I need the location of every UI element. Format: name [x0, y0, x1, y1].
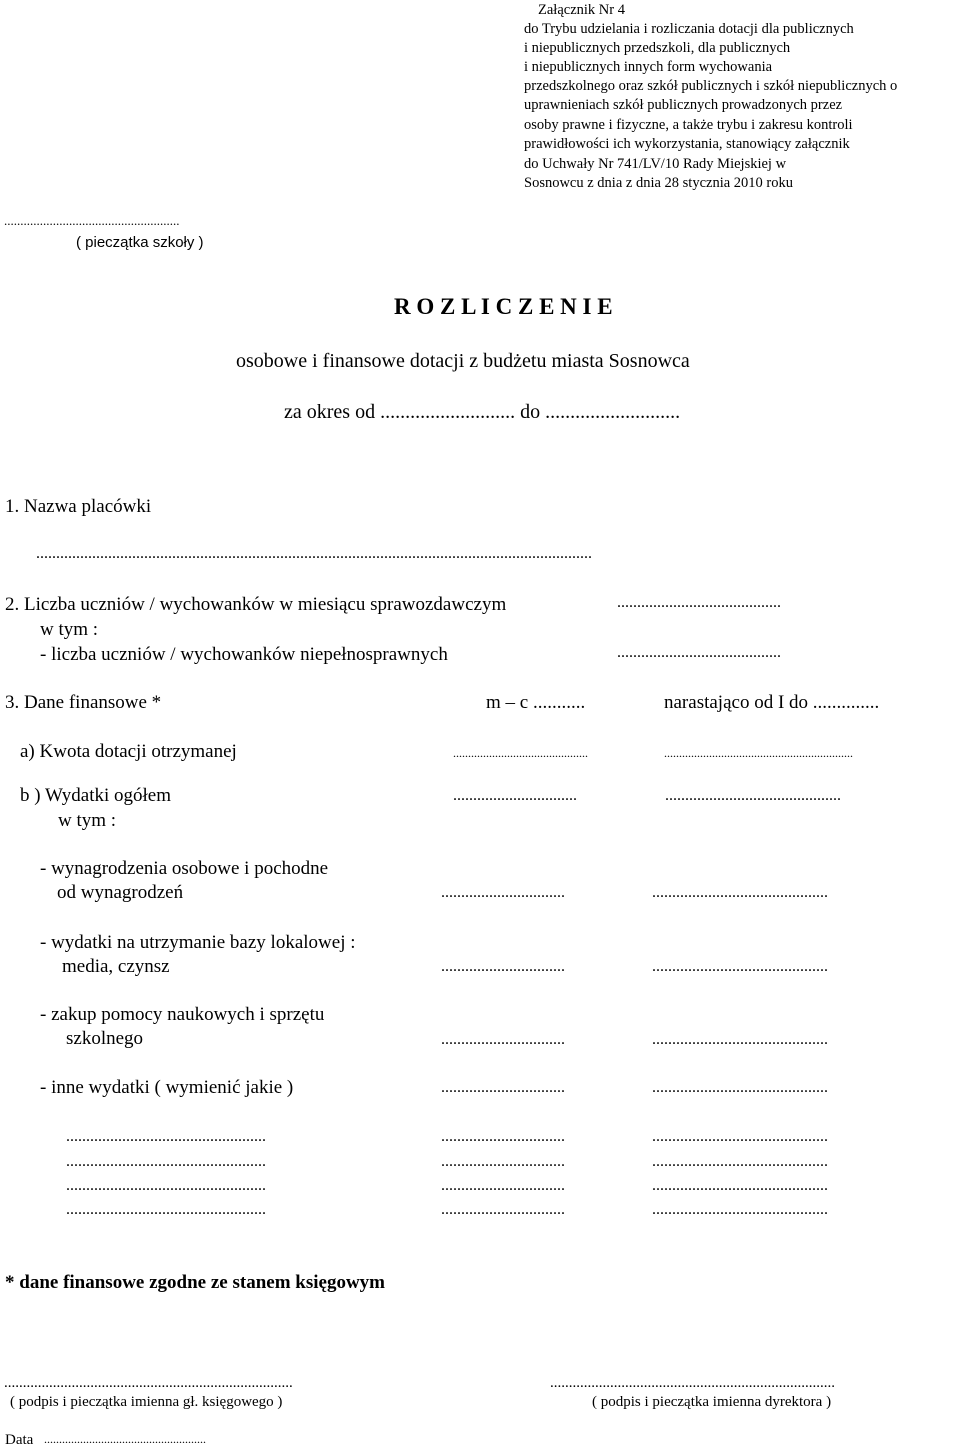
row-premises-label-2: media, czynsz — [62, 956, 170, 977]
row-premises-dots-cumulative: ............................................ — [652, 958, 828, 975]
column-cumulative: narastająco od I do .............. — [664, 692, 880, 713]
section2-sub-intro: w tym : — [40, 619, 99, 640]
row-wages-label-1: - wynagrodzenia osobowe i pochodne — [40, 858, 329, 879]
blank-row-col1: .................................................. — [66, 1201, 266, 1218]
row-other-dots-month: ............................... — [441, 1079, 565, 1096]
header-line: osoby prawne i fizyczne, a także trybu i zakresu kontroli — [524, 117, 853, 133]
column-month: m – c ........... — [486, 692, 586, 713]
row-a-dots-cumulative: ............................................................... — [664, 746, 853, 760]
row-wages-label-2: od wynagrodzeń — [57, 882, 184, 903]
blank-row-col2: ............................... — [441, 1177, 565, 1194]
blank-row-col1: .................................................. — [66, 1153, 266, 1170]
page-subtitle: osobowe i finansowe dotacji z budżetu miasta Sosnowca — [236, 350, 690, 372]
date-label: Data — [5, 1432, 34, 1448]
blank-row-col2: ............................... — [441, 1201, 565, 1218]
header-line: uprawnieniach szkół publicznych prowadzonych przez — [524, 97, 843, 113]
row-other-dots-cumulative: ............................................ — [652, 1079, 828, 1096]
row-b-label: b ) Wydatki ogółem — [20, 785, 172, 806]
header-line: do Uchwały Nr 741/LV/10 Rady Miejskiej w — [524, 156, 787, 172]
header-line: prawidłowości ich wykorzystania, stanowiący załącznik — [524, 136, 850, 152]
signature-director-dots: ............................................................................ — [550, 1375, 835, 1391]
row-teaching-aids-label-2: szkolnego — [66, 1028, 144, 1049]
signature-accountant-dots: ............................................................................. — [4, 1375, 293, 1391]
row-premises-dots-month: ............................... — [441, 958, 565, 975]
row-b-dots-month: ............................... — [453, 787, 577, 804]
blank-row-col3: ............................................ — [652, 1177, 828, 1194]
row-a-dots-month: ............................................. — [453, 746, 588, 760]
row-b-intro: w tym : — [58, 810, 117, 831]
blank-row-col3: ............................................ — [652, 1201, 828, 1218]
section2-dots: ......................................... — [617, 594, 781, 611]
stamp-dots: ...................................................... — [4, 213, 180, 228]
footnote: * dane finansowe zgodne ze stanem księgowym — [5, 1272, 385, 1293]
row-wages-dots-cumulative: ............................................ — [652, 884, 828, 901]
blank-row-col2: ............................... — [441, 1153, 565, 1170]
row-teaching-aids-dots-cumulative: ............................................ — [652, 1031, 828, 1048]
signature-accountant-label: ( podpis i pieczątka imienna gł. księgowego ) — [10, 1394, 283, 1410]
blank-row-col1: .................................................. — [66, 1177, 266, 1194]
row-b-dots-cumulative: ............................................ — [665, 787, 841, 804]
section3-label: 3. Dane finansowe * — [5, 692, 162, 713]
section2-label: 2. Liczba uczniów / wychowanków w miesiącu sprawozdawczym — [5, 594, 507, 615]
blank-row-col3: ............................................ — [652, 1153, 828, 1170]
header-line: i niepublicznych przedszkoli, dla publicznych — [524, 40, 791, 56]
header-line: Sosnowcu z dnia z dnia 28 stycznia 2010 roku — [524, 175, 794, 191]
header-line: Załącznik Nr 4 — [538, 2, 625, 18]
signature-director-label: ( podpis i pieczątka imienna dyrektora ) — [592, 1394, 832, 1410]
row-other-label: - inne wydatki ( wymienić jakie ) — [40, 1077, 294, 1098]
section2-sub-dots: ......................................... — [617, 644, 781, 661]
header-line: przedszkolnego oraz szkół publicznych i szkół niepublicznych o — [524, 78, 898, 94]
date-dots: ...................................................... — [44, 1432, 206, 1446]
section1-dots: ........................................................................................................................................... — [36, 545, 592, 562]
blank-row-col3: ............................................ — [652, 1128, 828, 1145]
period-line: za okres od ........................... do ........................... — [284, 401, 681, 423]
blank-row-col1: .................................................. — [66, 1128, 266, 1145]
page-title: R O Z L I C Z E N I E — [394, 294, 613, 319]
row-wages-dots-month: ............................... — [441, 884, 565, 901]
row-a-label: a) Kwota dotacji otrzymanej — [20, 741, 237, 762]
row-teaching-aids-dots-month: ............................... — [441, 1031, 565, 1048]
header-line: do Trybu udzielania i rozliczania dotacji dla publicznych — [524, 21, 854, 37]
row-premises-label-1: - wydatki na utrzymanie bazy lokalowej : — [40, 932, 356, 953]
stamp-label: ( pieczątka szkoły ) — [76, 234, 204, 251]
blank-row-col2: ............................... — [441, 1128, 565, 1145]
section2-sub-label: - liczba uczniów / wychowanków niepełnosprawnych — [40, 644, 448, 665]
header-line: i niepublicznych innych form wychowania — [524, 59, 773, 75]
section1-label: 1. Nazwa placówki — [5, 496, 152, 517]
row-teaching-aids-label-1: - zakup pomocy naukowych i sprzętu — [40, 1004, 325, 1025]
